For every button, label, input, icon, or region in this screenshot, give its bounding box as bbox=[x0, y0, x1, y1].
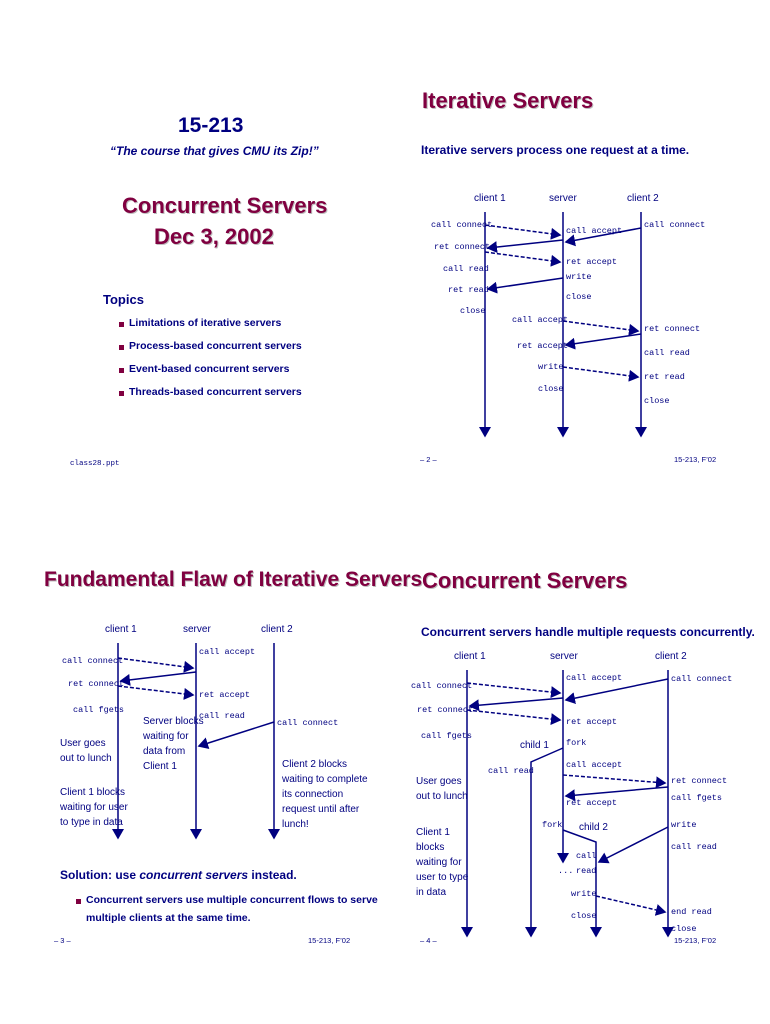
label-child2-write: write bbox=[571, 889, 597, 899]
footer-filename: class28.ppt bbox=[70, 460, 120, 468]
label-client2-call-connect: call connect bbox=[671, 674, 733, 684]
label-client2-ret-read: ret read bbox=[644, 372, 685, 382]
label-child2-read: read bbox=[576, 866, 597, 876]
solution-prefix: Solution: use bbox=[60, 868, 140, 882]
label-client1-ret-connect: ret connect bbox=[68, 679, 125, 689]
slide1-title-line2: Dec 3, 2002 bbox=[154, 224, 274, 249]
solution-bullet-line2: multiple clients at the same time. bbox=[86, 912, 251, 924]
course-number: 15-213 bbox=[178, 114, 244, 137]
label-client1-ret-read: ret read bbox=[448, 285, 489, 295]
label-server-call-accept-2: call accept bbox=[566, 760, 623, 770]
slide2-title: Iterative Servers bbox=[422, 88, 594, 113]
slide4-subtitle: Concurrent servers handle multiple requests concurrently. bbox=[421, 625, 755, 639]
label-server-fork: fork bbox=[566, 738, 587, 748]
column-client2: client 2 bbox=[261, 624, 293, 635]
label-server-close-2: close bbox=[538, 384, 564, 394]
footer-course: 15-213, F’02 bbox=[674, 455, 717, 464]
column-client1: client 1 bbox=[474, 193, 506, 204]
label-server-fork-2: fork bbox=[542, 820, 563, 830]
slide1-title-line1: Concurrent Servers bbox=[122, 193, 328, 218]
solution-suffix: instead. bbox=[248, 868, 297, 882]
label-client2-call-read: call read bbox=[644, 348, 690, 358]
slide4-title: Concurrent Servers bbox=[422, 568, 628, 593]
label-client1-call-fgets: call fgets bbox=[73, 705, 125, 715]
note-client2-blocks: Client 2 blocks waiting to complete its connection request until after lunch! bbox=[282, 759, 368, 830]
label-server-ret-accept-2: ret accept bbox=[566, 798, 618, 808]
note-server-blocks: Server blocks waiting for data from Client 1 bbox=[143, 716, 204, 772]
topic-item: Limitations of iterative servers bbox=[129, 317, 282, 329]
slide3-title: Fundamental Flaw of Iterative Servers bbox=[44, 568, 423, 591]
label-client1-close: close bbox=[460, 306, 486, 316]
label-child2-dots: ... bbox=[558, 866, 574, 876]
label-child2-call: call bbox=[576, 851, 597, 861]
column-client1: client 1 bbox=[105, 624, 137, 635]
label-client2-close: close bbox=[644, 396, 670, 406]
label-server-call-accept: call accept bbox=[199, 647, 256, 657]
slide2-subtitle: Iterative servers process one request at a time. bbox=[421, 143, 690, 157]
label-server-call-read: call read bbox=[199, 711, 245, 721]
page-number: – 4 – bbox=[420, 936, 437, 945]
label-server-call-accept-2: call accept bbox=[512, 315, 569, 325]
topic-item: Threads-based concurrent servers bbox=[129, 386, 302, 398]
label-server-call-accept: call accept bbox=[566, 226, 623, 236]
label-client1-call-connect: call connect bbox=[411, 681, 473, 691]
column-client2: client 2 bbox=[627, 193, 659, 204]
label-client1-ret-connect: ret connect bbox=[434, 242, 491, 252]
topic-item: Process-based concurrent servers bbox=[129, 340, 302, 352]
topic-item: Event-based concurrent servers bbox=[129, 363, 290, 375]
label-client2-ret-connect: ret connect bbox=[644, 324, 701, 334]
course-tagline: “The course that gives CMU its Zip!” bbox=[110, 144, 319, 158]
page-number: – 2 – bbox=[420, 455, 437, 464]
label-server-write-2: write bbox=[538, 362, 564, 372]
label-child1-call-read: call read bbox=[488, 766, 534, 776]
column-server: server bbox=[183, 624, 211, 635]
page-number: – 3 – bbox=[54, 936, 71, 945]
label-client2-close: close bbox=[671, 924, 697, 934]
label-server-close: close bbox=[566, 292, 592, 302]
column-client2: client 2 bbox=[655, 651, 687, 662]
label-client2-write: write bbox=[671, 820, 697, 830]
footer-course: 15-213, F’02 bbox=[674, 936, 717, 945]
column-server: server bbox=[550, 651, 578, 662]
label-client1-call-read: call read bbox=[443, 264, 489, 274]
label-client2-end-read: end read bbox=[671, 907, 712, 917]
label-server-ret-accept-2: ret accept bbox=[517, 341, 569, 351]
label-client2-ret-connect: ret connect bbox=[671, 776, 728, 786]
label-client2-call-connect: call connect bbox=[277, 718, 339, 728]
label-child2: child 2 bbox=[579, 822, 608, 833]
solution-italic: concurrent servers bbox=[139, 868, 249, 882]
topics-heading: Topics bbox=[103, 292, 144, 307]
footer-course: 15-213, F’02 bbox=[308, 936, 351, 945]
label-child1: child 1 bbox=[520, 740, 549, 751]
note-user-lunch: User goes out to lunch bbox=[416, 776, 468, 802]
label-server-ret-accept: ret accept bbox=[566, 257, 618, 267]
label-server-call-accept: call accept bbox=[566, 673, 623, 683]
label-client1-ret-connect: ret connect bbox=[417, 705, 474, 715]
label-client1-call-fgets: call fgets bbox=[421, 731, 473, 741]
column-server: server bbox=[549, 193, 577, 204]
label-client2-call-fgets: call fgets bbox=[671, 793, 723, 803]
note-user-lunch: User goes out to lunch bbox=[60, 738, 112, 764]
label-server-write: write bbox=[566, 272, 592, 282]
solution-bullet-line1: Concurrent servers use multiple concurrent flows to serve bbox=[86, 894, 378, 906]
label-client2-call-connect: call connect bbox=[644, 220, 706, 230]
note-client1-blocks: Client 1 blocks waiting for user to type in data bbox=[60, 787, 128, 828]
label-client2-call-read: call read bbox=[671, 842, 717, 852]
label-child2-close: close bbox=[571, 911, 597, 921]
label-client1-call-connect: call connect bbox=[62, 656, 124, 666]
label-server-ret-accept: ret accept bbox=[199, 690, 251, 700]
label-server-ret-accept: ret accept bbox=[566, 717, 618, 727]
column-client1: client 1 bbox=[454, 651, 486, 662]
label-client1-call-connect: call connect bbox=[431, 220, 493, 230]
note-client1-blocks: Client 1 blocks waiting for user to type in data bbox=[416, 827, 469, 898]
